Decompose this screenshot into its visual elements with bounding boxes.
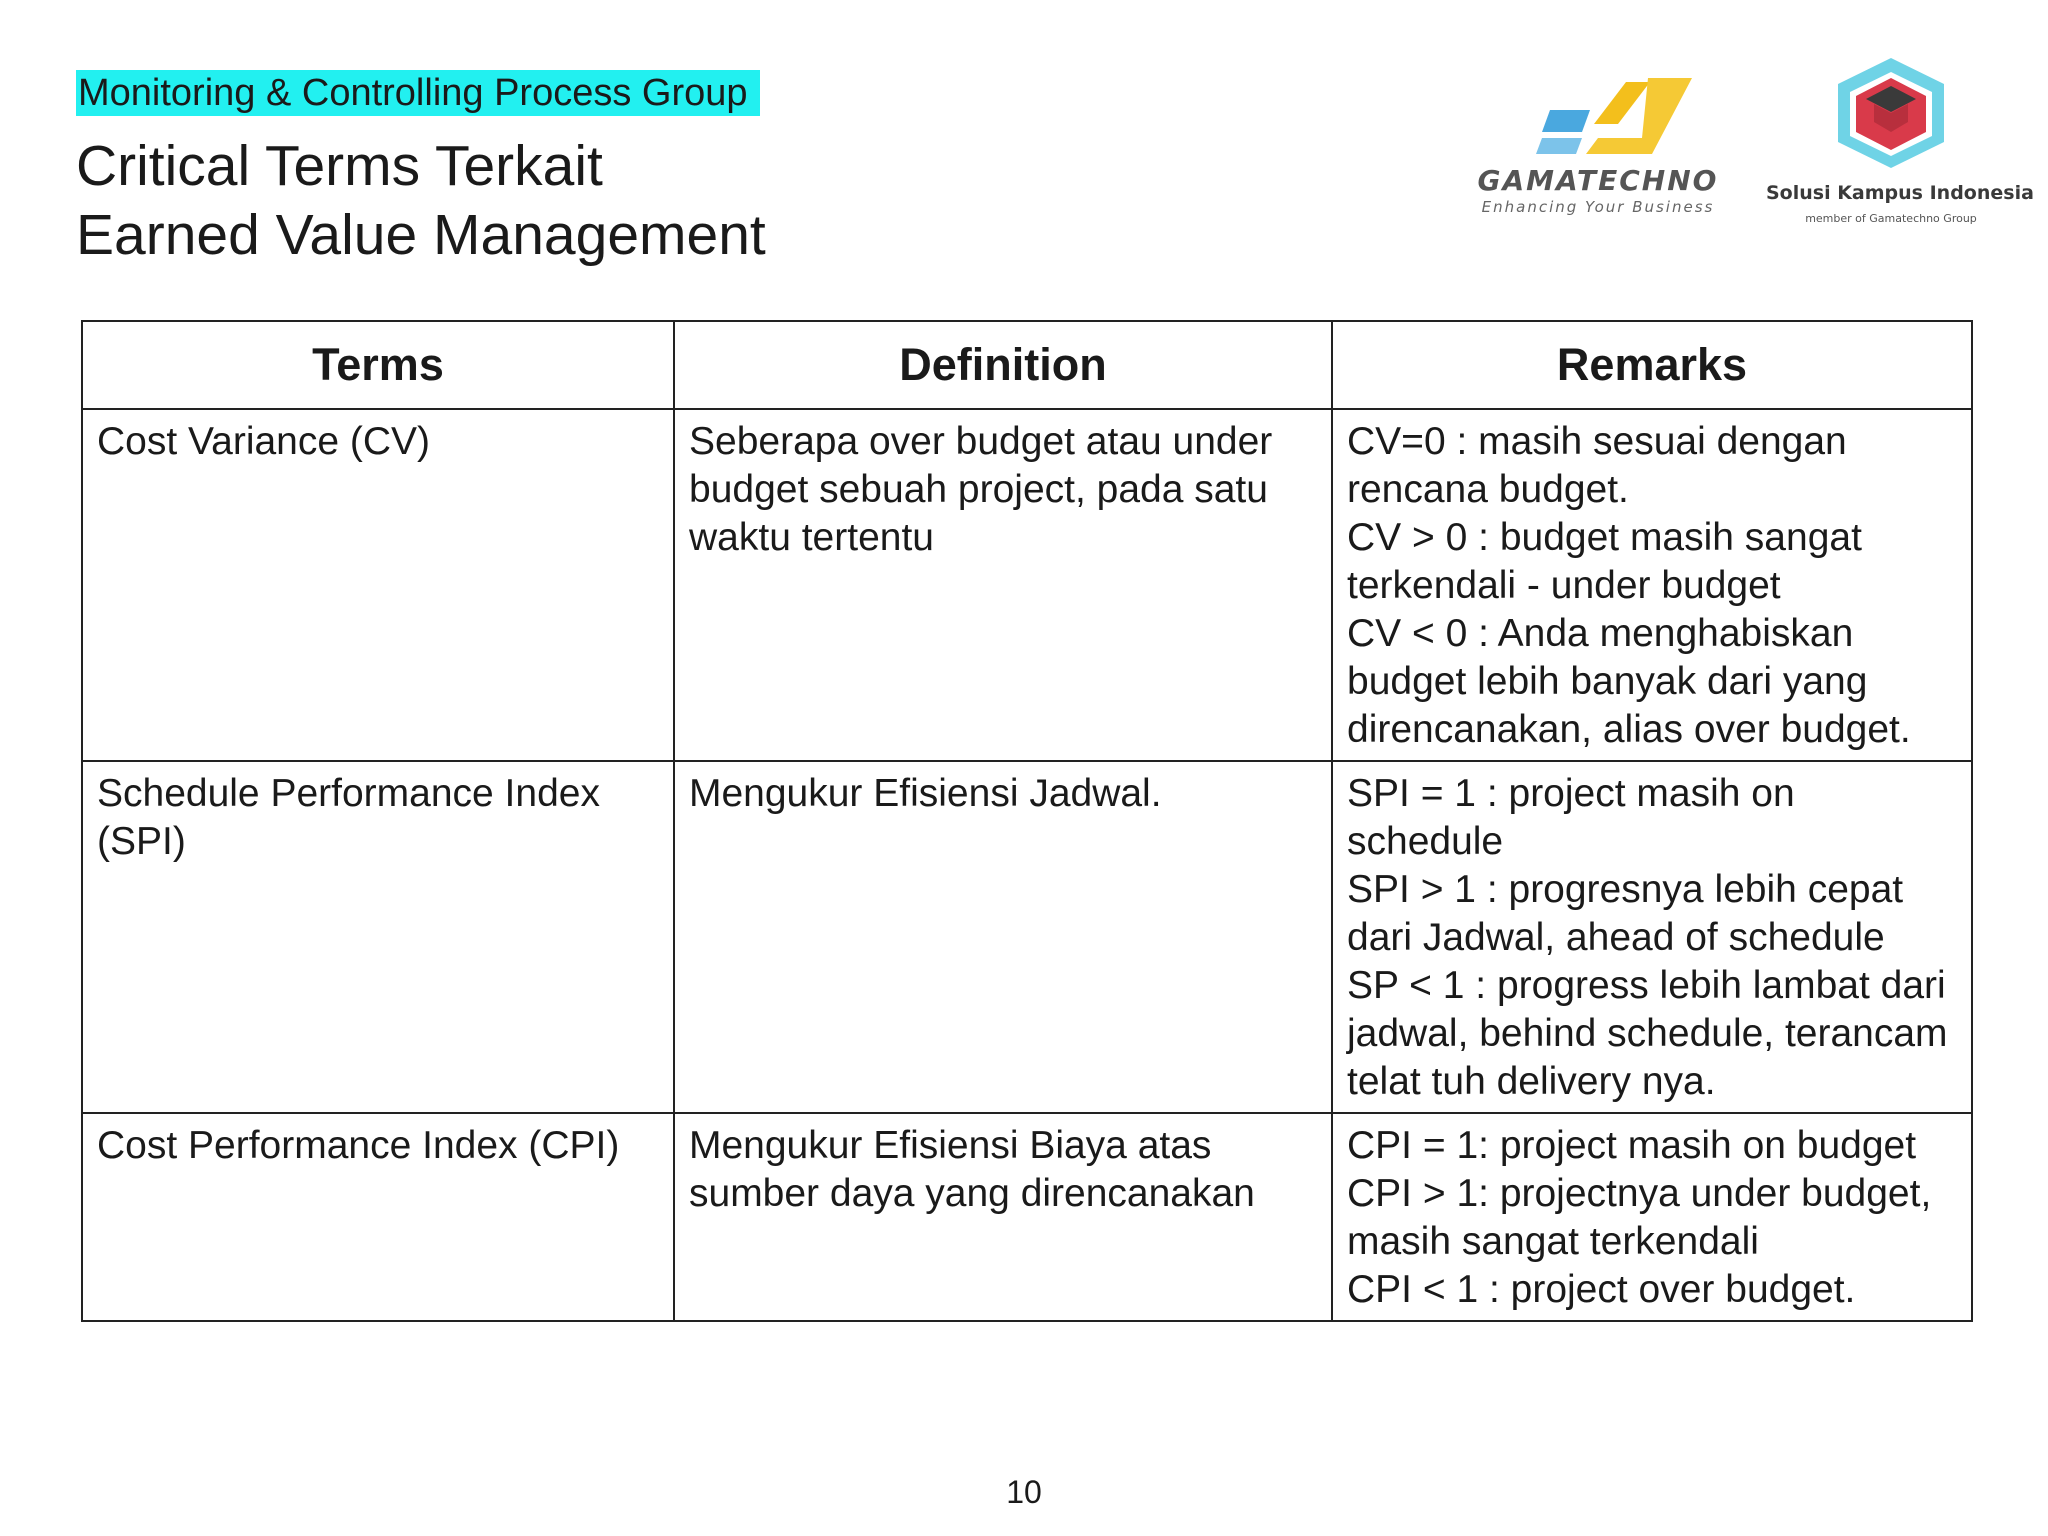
remark-line: CPI < 1 : project over budget. bbox=[1347, 1268, 1856, 1311]
terms-table bbox=[81, 320, 1973, 1322]
ski-logo bbox=[1766, 56, 2034, 236]
remark-line: CPI > 1: projectnya under budget, masih sangat terkendali bbox=[1347, 1172, 1932, 1263]
remark-line: CPI = 1: project masih on budget bbox=[1347, 1124, 1917, 1167]
ski-subtitle: member of Gamatechno Group bbox=[1805, 212, 1977, 225]
slide-title-line-1: Critical Terms Terkait bbox=[76, 134, 603, 198]
gamatechno-wordmark: GAMATECHNO bbox=[1477, 164, 1719, 197]
remark-line: SPI = 1 : project masih on schedule bbox=[1347, 772, 1795, 863]
definition-cell: Seberapa over budget atau under budget sebuah project, pada satu waktu tertentu bbox=[674, 409, 1332, 761]
page-number: 10 bbox=[1006, 1474, 1042, 1510]
remark-line: CV < 0 : Anda menghabiskan budget lebih banyak dari yang direncanakan, alias over budget. bbox=[1347, 612, 1911, 751]
section-tag: Monitoring & Controlling Process Group bbox=[76, 70, 760, 116]
term-cell: Cost Variance (CV) bbox=[82, 409, 674, 761]
ski-hexagon-icon bbox=[1766, 56, 2016, 176]
term-cell: Cost Performance Index (CPI) bbox=[82, 1113, 674, 1321]
ski-name: Solusi Kampus Indonesia bbox=[1766, 182, 2034, 204]
column-header-definition: Definition bbox=[674, 321, 1332, 409]
gamatechno-emblem-icon bbox=[1458, 76, 1738, 166]
table-row bbox=[82, 1113, 1972, 1321]
definition-cell: Mengukur Efisiensi Jadwal. bbox=[674, 761, 1332, 1113]
slide-title-line-2: Earned Value Management bbox=[76, 203, 766, 267]
table-row bbox=[82, 761, 1972, 1113]
column-header-terms: Terms bbox=[82, 321, 674, 409]
remarks-cell bbox=[1332, 761, 1972, 1113]
table-header-row bbox=[82, 321, 1972, 409]
gamatechno-tagline: Enhancing Your Business bbox=[1481, 198, 1715, 216]
remark-line: CV > 0 : budget masih sangat terkendali - under budget bbox=[1347, 516, 1862, 607]
remark-line: SP < 1 : progress lebih lambat dari jadwal, behind schedule, terancam telat tuh delivery nya. bbox=[1347, 964, 1948, 1103]
slide-title bbox=[76, 132, 766, 270]
term-cell: Schedule Performance Index (SPI) bbox=[82, 761, 674, 1113]
remark-line: CV=0 : masih sesuai dengan rencana budget. bbox=[1347, 420, 1847, 511]
gamatechno-logo bbox=[1458, 76, 1738, 226]
remark-line: SPI > 1 : progresnya lebih cepat dari Jadwal, ahead of schedule bbox=[1347, 868, 1904, 959]
remarks-cell bbox=[1332, 1113, 1972, 1321]
table-row bbox=[82, 409, 1972, 761]
remarks-cell bbox=[1332, 409, 1972, 761]
definition-cell: Mengukur Efisiensi Biaya atas sumber daya yang direncanakan bbox=[674, 1113, 1332, 1321]
column-header-remarks: Remarks bbox=[1332, 321, 1972, 409]
